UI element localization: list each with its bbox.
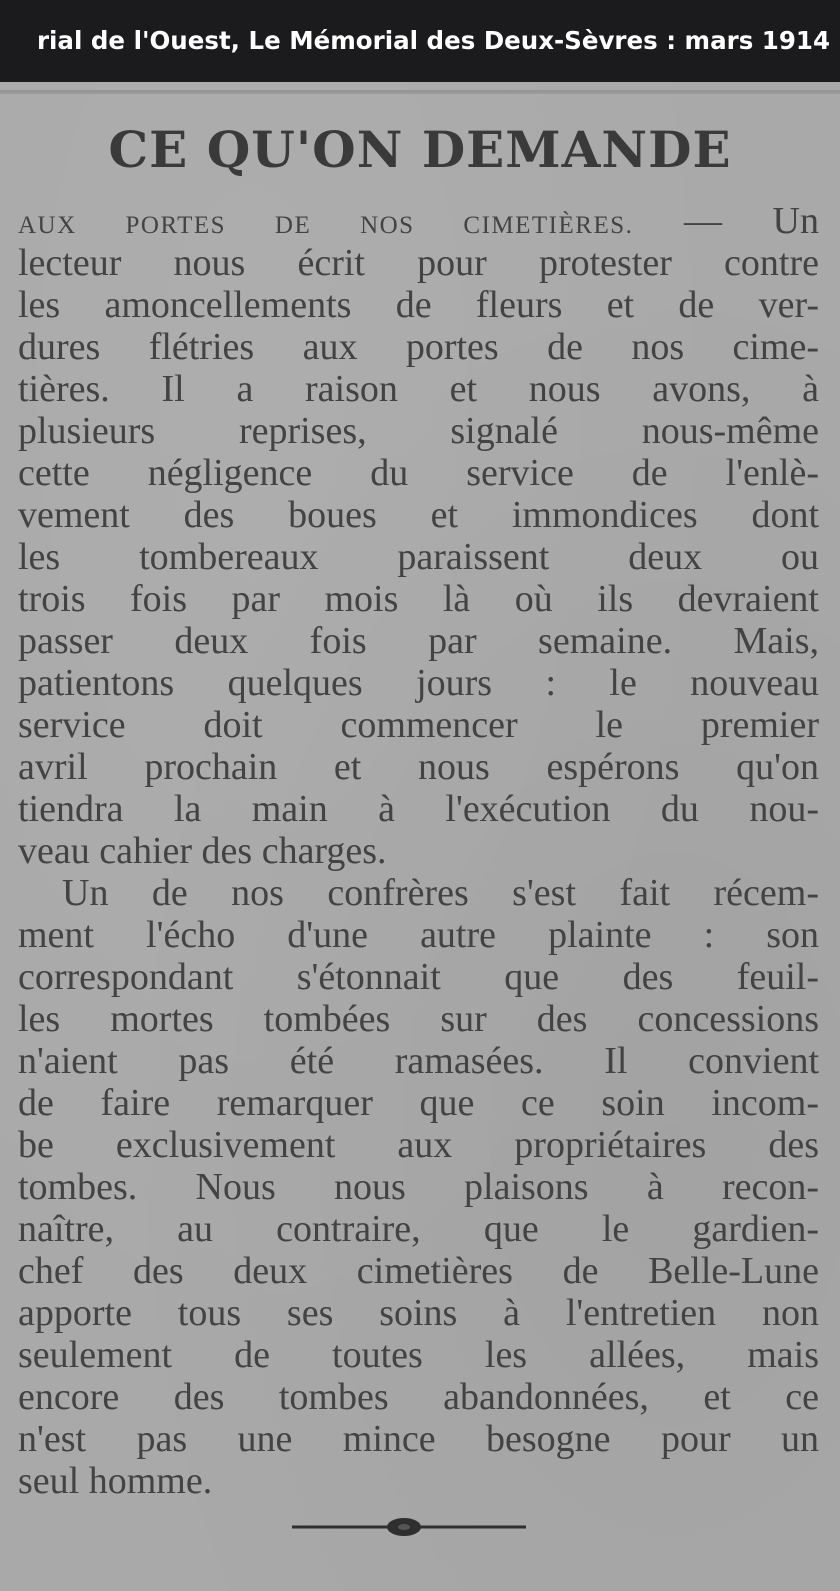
article-line: correspondant s'étonnait que des feuil- xyxy=(18,956,819,998)
article-headline: CE QU'ON DEMANDE xyxy=(108,120,732,179)
article-line: plusieurs reprises, signalé nous-même xyxy=(18,410,819,452)
article-line: cette négligence du service de l'enlè- xyxy=(18,452,819,494)
article-line: passer deux fois par semaine. Mais, xyxy=(18,620,819,662)
column-top-rule xyxy=(0,90,840,94)
article-line: veau cahier des charges. xyxy=(18,830,387,872)
article-line: dures flétries aux portes de nos cime- xyxy=(18,326,819,368)
document-title: rial de l'Ouest, Le Mémorial des Deux-Sèvres : mars 1914 xyxy=(36,26,830,55)
end-ornament-divider xyxy=(292,1515,526,1539)
article-line: apporte tous ses soins à l'entretien non xyxy=(18,1292,819,1334)
article-line: de faire remarquer que ce soin incom- xyxy=(18,1082,819,1124)
article-line: ment l'écho d'une autre plainte : son xyxy=(18,914,819,956)
article-line: patientons quelques jours : le nouveau xyxy=(18,662,819,704)
article-line: encore des tombes abandonnées, et ce xyxy=(18,1376,819,1418)
article-line: be exclusivement aux propriétaires des xyxy=(18,1124,819,1166)
article-line: n'aient pas été ramasées. Il convient xyxy=(18,1040,819,1082)
newspaper-clipping xyxy=(0,82,840,1591)
article-line: les tombereaux paraissent deux ou xyxy=(18,536,819,578)
article-line: lecteur nous écrit pour protester contre xyxy=(18,242,819,284)
document-title-bar xyxy=(0,0,840,82)
article-line: chef des deux cimetières de Belle-Lune xyxy=(18,1250,819,1292)
lead-rest: — Un xyxy=(633,200,819,242)
article-line: service doit commencer le premier xyxy=(18,704,819,746)
article-line: tières. Il a raison et nous avons, à xyxy=(18,368,819,410)
article-line: seulement de toutes les allées, mais xyxy=(18,1334,819,1376)
article-line: seul homme. xyxy=(18,1460,213,1502)
article-line: les amoncellements de fleurs et de ver- xyxy=(18,284,819,326)
article-line: avril prochain et nous espérons qu'on xyxy=(18,746,819,788)
article-line: trois fois par mois là où ils devraient xyxy=(18,578,819,620)
article-line: tombes. Nous nous plaisons à recon- xyxy=(18,1166,819,1208)
article-line: vement des boues et immondices dont xyxy=(18,494,819,536)
article-lead-line xyxy=(18,200,819,242)
article-body xyxy=(18,200,819,1502)
paragraph-start-line: Un de nos confrères s'est fait récem- xyxy=(62,872,819,914)
article-line: tiendra la main à l'exécution du nou- xyxy=(18,788,819,830)
article-line: naître, au contraire, que le gardien- xyxy=(18,1208,819,1250)
article-line: n'est pas une mince besogne pour un xyxy=(18,1418,819,1460)
lead-small-caps: AUX PORTES DE NOS CIMETIÈRES. xyxy=(18,212,634,239)
article-line: les mortes tombées sur des concessions xyxy=(18,998,819,1040)
